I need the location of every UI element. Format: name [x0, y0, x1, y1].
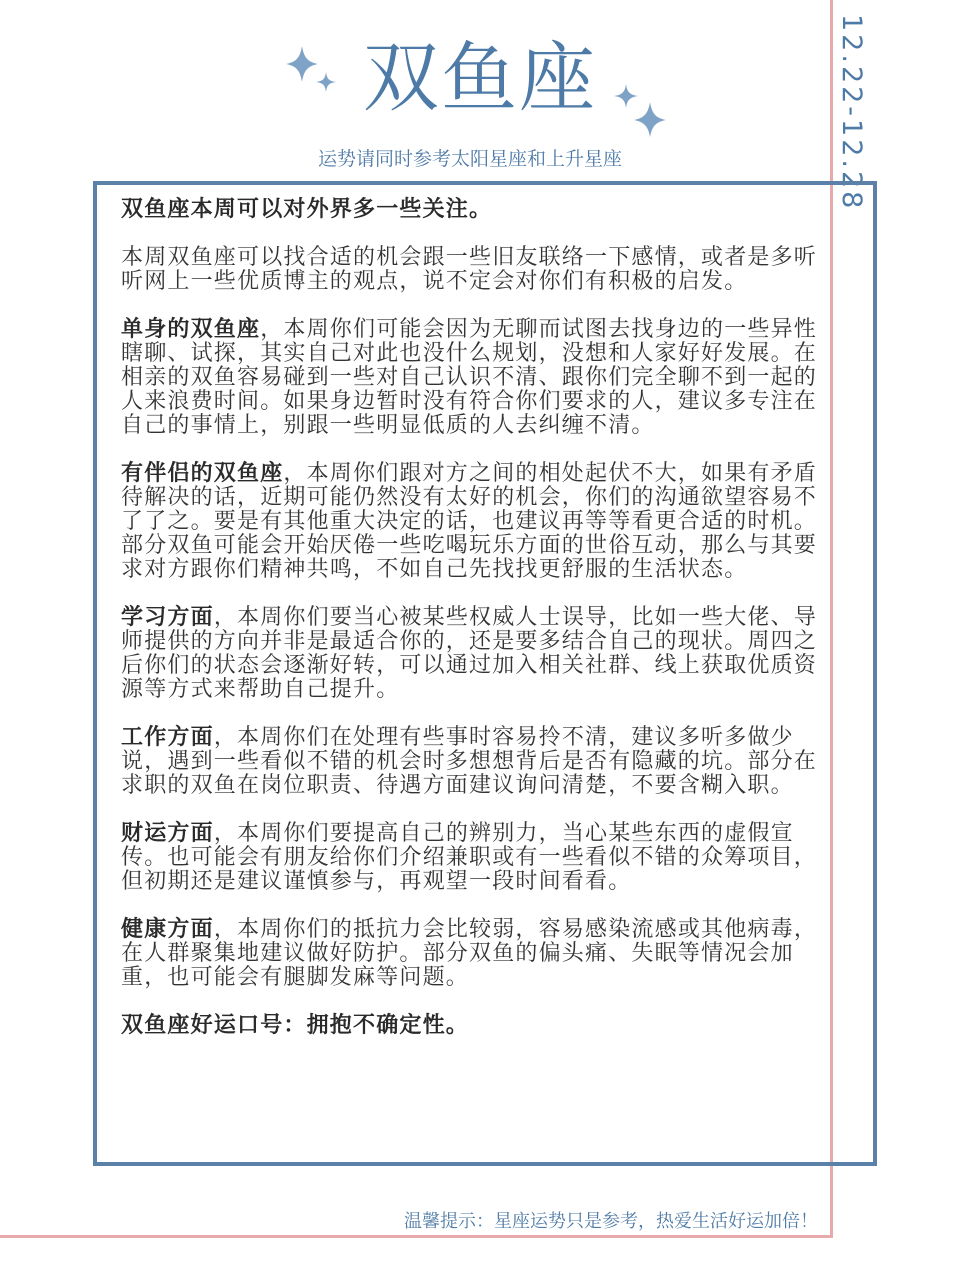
section-work: 工作方面，本周你们在处理有些事时容易拎不清，建议多听多做少说，遇到一些看似不错的机会时多想想背后是否有隐藏的坑。部分在求职的双鱼在岗位职责、待遇方面建议询问清楚，不要含糊入职。	[121, 725, 818, 798]
slogan-line: 双鱼座好运口号：拥抱不确定性。	[121, 1013, 470, 1038]
section-health: 健康方面，本周你们的抵抗力会比较弱，容易感染流感或其他病毒，在人群聚集地建议做好防护。部分双鱼的偏头痛、失眠等情况会加重，也可能会有腿脚发麻等问题。	[121, 917, 818, 990]
section-single: 单身的双鱼座，本周你们可能会因为无聊而试图去找身边的一些异性瞎聊、试探，其实自己对此也没什么规划，没想和人家好好发展。在相亲的双鱼容易碰到一些对自己认识不清、跟你们完全聊不到一起的人来浪费时间。如果身边暂时没有符合你们要求的人，建议多专注在自己的事情上，别跟一些明显低质的人去纠缠不清。	[121, 317, 818, 438]
date-range: 12.22-12.28	[836, 14, 867, 212]
subtitle: 运势请同时参考太阳星座和上升星座	[317, 148, 622, 170]
footer-tip: 温馨提示：星座运势只是参考，热爱生活好运加倍！	[404, 1211, 818, 1232]
intro-line: 双鱼座本周可以对外界多一些关注。	[121, 197, 493, 222]
horoscope-body	[121, 198, 817, 1062]
paragraph: 本周双鱼座可以找合适的机会跟一些旧友联络一下感情，或者是多听听网上一些优质博主的观点，说不定会对你们有积极的启发。	[121, 245, 818, 294]
sparkle-icon	[284, 42, 342, 96]
section-wealth: 财运方面，本周你们要提高自己的辨别力，当心某些东西的虚假宣传。也可能会有朋友给你们介绍兼职或有一些看似不错的众筹项目，但初期还是建议谨慎参与，再观望一段时间看看。	[121, 821, 818, 894]
section-couple: 有伴侣的双鱼座，本周你们跟对方之间的相处起伏不大，如果有矛盾待解决的话，近期可能仍然没有太好的机会，你们的沟通欲望容易不了了之。要是有其他重大决定的话，也建议再等等看更合适的时机。部分双鱼可能会开始厌倦一些吃喝玩乐方面的世俗互动，那么与其要求对方跟你们精神共鸣，不如自己先找找更舒服的生活状态。	[121, 461, 818, 582]
pink-horizontal-line	[0, 1235, 833, 1238]
section-study: 学习方面，本周你们要当心被某些权威人士误导，比如一些大佬、导师提供的方向并非是最适合你的，还是要多结合自己的现状。周四之后你们的状态会逐渐好转，可以通过加入相关社群、线上获取优质资源等方式来帮助自己提升。	[121, 605, 818, 702]
sparkle-icon	[612, 80, 670, 138]
page-title: 双鱼座	[363, 33, 597, 122]
